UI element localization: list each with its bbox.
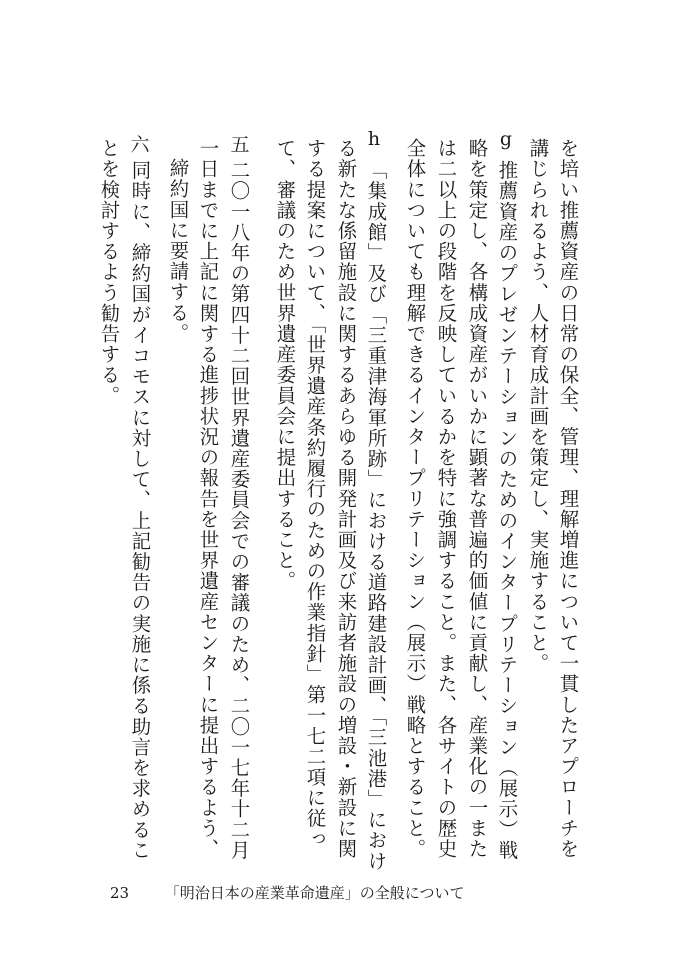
item-marker-five: 五 (230, 134, 250, 156)
item-marker-g: g (499, 128, 513, 150)
text-line: 推薦資産のプレゼンテーションのためのインタープリテーション（展示）戦 (495, 160, 519, 861)
text-line: 一日までに上記に関する進捗状況の報告を世界遺産センターに提出するよう、 (196, 138, 220, 859)
page-number: 23 (110, 884, 130, 902)
text-line: とを検討するよう勧告する。 (97, 138, 121, 406)
text-line: を培い推薦資産の日常の保全、管理、理解増進について一貫したアプローチを (556, 138, 580, 859)
running-title: 「明治日本の産業革命遺産」の全般について (164, 884, 465, 902)
text-line: 二〇一八年の第四十二回世界遺産委員会での審議のため、二〇一七年十二月 (227, 160, 251, 861)
text-line: 全体についても理解できるインタープリテーション（展示）戦略とすること。 (403, 138, 427, 859)
text-line: 「集成館」及び「三重津海軍所跡」における道路建設計画、「三池港」におけ (364, 160, 388, 872)
text-line: する提案について、「世界遺産条約履行のための作業指針」第一七二項に従っ (303, 138, 327, 850)
page-footer (110, 886, 464, 901)
text-line: て、審議のため世界遺産委員会に提出すること。 (273, 138, 297, 592)
text-line: 締約国に要請する。 (166, 158, 190, 344)
text-line: 略を策定し、各構成資産がいかに顕著な普遍的価値に貢献し、産業化の一また (465, 138, 489, 859)
text-line: 講じられるよう、人材育成計画を策定し、実施すること。 (526, 138, 550, 674)
text-line: 同時に、締約国がイコモスに対して、上記勧告の実施に係る助言を求めるこ (128, 160, 152, 861)
item-marker-h: h (367, 128, 381, 150)
text-line: る新たな係留施設に関するあらゆる開発計画及び来訪者施設の増設・新設に関 (334, 138, 358, 859)
item-marker-six: 六 (130, 134, 150, 156)
text-line: は二以上の段階を反映しているかを特に強調すること。また、各サイトの歴史 (434, 138, 458, 859)
